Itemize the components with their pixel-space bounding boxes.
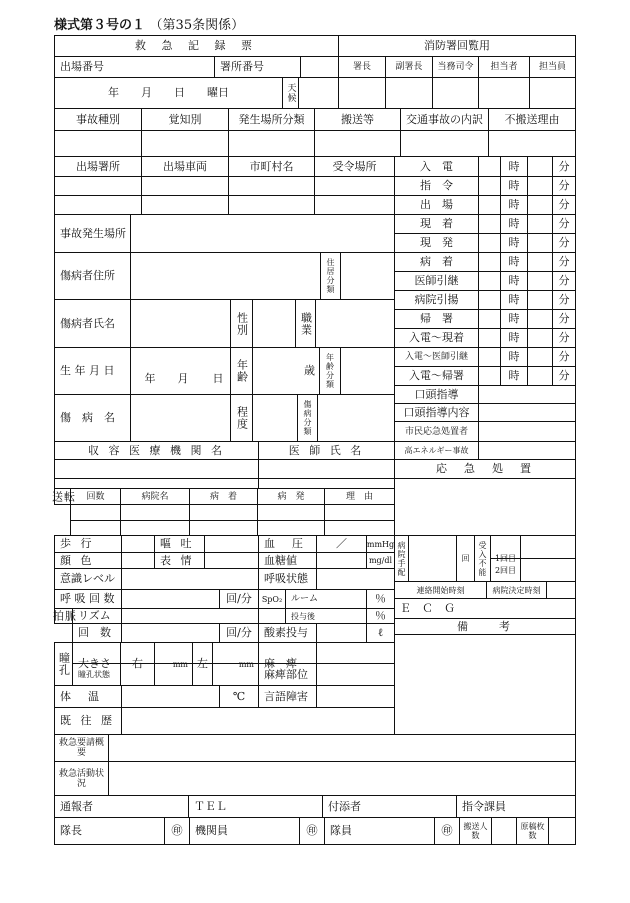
form-label: 歳 [252,347,320,395]
form-field[interactable] [141,130,229,157]
form-field[interactable] [316,685,395,708]
form-label: 付添者 [322,795,457,818]
form-field[interactable] [478,271,501,291]
form-label: 事故種別 [54,108,142,131]
form-label: 理 由 [324,488,395,505]
form-label: 程度 [230,394,253,442]
form-label: 嘔 吐 [154,535,205,553]
form-label: 高エネルギー事故 [394,441,479,460]
form-label: 生 年 月 日 [54,347,131,395]
form-label: 搬送等 [314,108,401,131]
form-field[interactable] [130,299,231,348]
form-label: 隊長 [54,817,165,845]
form-field[interactable] [529,77,576,109]
form-field[interactable] [338,77,386,109]
date-unit-label: 月 [177,372,189,385]
form-field[interactable] [228,176,315,196]
form-label: 市町村名 [228,156,315,177]
form-field[interactable] [130,394,231,442]
form-field[interactable] [189,504,258,521]
form-label: 連絡開始時刻 [394,581,487,599]
form-label: 病院引揚 [394,290,479,310]
form-field[interactable] [546,581,576,599]
form-field[interactable] [121,568,259,590]
form-label: 時 [500,309,528,329]
form-label: 入電～現着 [394,328,479,348]
form-field[interactable] [520,558,576,582]
form-label: 分 [552,195,576,215]
form-label: 入 電 [394,156,479,177]
form-label: 血糖値 [258,552,317,569]
form-label: 副署長 [385,56,433,78]
form-field[interactable] [130,347,231,395]
form-label: 備 考 [394,618,576,635]
form-label: 出場車両 [141,156,229,177]
form-label: 右 [120,642,155,686]
form-field[interactable] [527,309,553,329]
form-label: 瞳孔 [54,642,73,686]
form-label: ℓ [366,623,395,643]
form-label: 病院手配 [394,535,409,582]
form-field[interactable] [432,77,479,109]
form-field[interactable] [108,734,576,762]
form-field[interactable] [478,366,501,386]
form-label: 時 [500,176,528,196]
form-label: 分 [552,366,576,386]
form-label: 口頭指導内容 [394,403,479,422]
form-field[interactable] [340,252,395,300]
form-field[interactable] [121,552,155,569]
form-field[interactable] [527,176,553,196]
form-label: 分 [552,252,576,272]
form-field[interactable] [316,663,395,686]
form-label: 分 [552,233,576,253]
form-label: ＴＥＬ [188,795,323,818]
form-field[interactable] [228,130,315,157]
form-field[interactable] [527,252,553,272]
form-field[interactable] [527,233,553,253]
form-label: Ｅ Ｃ Ｇ [394,598,576,619]
form-label: 分 [552,290,576,310]
form-label: 口頭指導 [394,385,479,404]
form-label: mmHg [366,535,395,553]
form-label: ／ [316,535,367,553]
form-label: 入電～医師引継 [394,347,479,367]
form-field[interactable] [314,130,401,157]
form-label: 分 [552,176,576,196]
form-label: 顔 色 [54,552,122,569]
form-label: 病 着 [394,252,479,272]
form-label: ㊞ [299,817,325,845]
form-field[interactable] [527,271,553,291]
form-field[interactable] [385,77,433,109]
form-label: 体 温 [54,685,122,708]
form-field[interactable] [317,394,395,442]
form-label: 出 場 [394,195,479,215]
form-label: ㊞ [164,817,190,845]
form-label: ℃ [219,685,259,708]
form-label: 回/分 [219,623,259,643]
form-field[interactable] [121,707,395,735]
form-label: 分 [552,347,576,367]
form-label: 表 情 [154,552,205,569]
date-unit-label: 日 [212,372,224,385]
form-label: 応 急 処 置 [394,459,576,479]
form-label: 署長 [338,56,386,78]
form-field[interactable] [394,634,576,735]
form-label: 通報者 [54,795,189,818]
form-field[interactable] [298,77,339,109]
form-field[interactable] [316,623,367,643]
form-label: 受入不能 [474,535,491,582]
form-field[interactable] [527,366,553,386]
form-field[interactable] [527,328,553,348]
form-label: 救 急 記 録 票 [54,35,339,57]
form-field[interactable] [324,504,395,521]
form-field[interactable] [316,552,367,569]
form-label: 受令場所 [314,156,395,177]
form-field[interactable] [324,520,395,536]
form-field[interactable] [228,195,315,215]
form-label: 現 発 [394,233,479,253]
form-field[interactable] [478,252,501,272]
form-field[interactable] [141,176,229,196]
form-label: 酸素投与 [258,623,317,643]
form-field[interactable] [478,156,501,177]
form-field[interactable] [120,663,259,686]
form-field[interactable] [394,478,576,536]
form-field[interactable] [478,176,501,196]
form-label: 回/分 [219,589,259,609]
form-label: 市民応急処置者 [394,421,479,442]
form-label: 不搬送理由 [488,108,576,131]
form-label: 入電～帰署 [394,366,479,386]
form-field[interactable] [120,504,190,521]
form-field[interactable] [315,299,395,348]
form-label: 瞳孔状態 [72,663,121,686]
form-label: 現 着 [394,214,479,234]
form-field[interactable] [257,520,325,536]
form-field[interactable] [478,214,501,234]
form-label: 病 着 [189,488,258,505]
form-label: 救急要請概要 [54,734,109,762]
form-label: 大きさ [72,642,121,686]
form-label: 脈拍 [51,610,77,622]
form-field[interactable] [300,56,339,78]
form-label: 時 [500,271,528,291]
form-title-sub: （第35条関係） [149,18,245,33]
form-label: 病院名 [120,488,190,505]
form-label: 担当員 [529,56,576,78]
form-label: 分 [552,271,576,291]
form-field[interactable] [400,130,489,157]
form-label: 1回目 [490,535,521,582]
form-label: 職業 [295,299,316,348]
form-label: 麻 痺 [258,642,317,686]
form-label: 回 [456,535,475,582]
form-label: 時 [500,290,528,310]
form-label: 2回目 [490,558,521,582]
form-label: 呼 吸 回 数 [54,589,122,609]
form-label: 分 [552,328,576,348]
form-field[interactable] [70,520,121,536]
form-field[interactable] [491,817,517,845]
form-label: ルーム [285,589,367,609]
form-field[interactable] [258,459,395,479]
form-label: 傷 病 名 [54,394,131,442]
form-label: 指 令 [394,176,479,196]
form-label: ％ [366,589,395,609]
form-label: 左 [192,642,213,686]
form-field[interactable] [488,130,576,157]
form-field[interactable] [527,214,553,234]
form-field[interactable] [121,623,220,643]
form-label: 時 [500,328,528,348]
form-field[interactable] [478,403,576,422]
form-label: 年 月 日 曜日 [54,77,283,109]
form-label: mg/dl [366,552,395,569]
form-label: ㊞ [434,817,460,845]
form-label: 病 発 [257,488,325,505]
form-label: SpO₂ [258,589,286,609]
form-label: 出場署所 [54,156,142,177]
form-field[interactable] [189,520,258,536]
form-label: 署所番号 [214,56,301,78]
form-label: 回数 [70,488,121,505]
form-label: 天候 [282,77,299,109]
form-label: 時 [500,347,528,367]
form-label: 分 [552,214,576,234]
form-label: 分 [552,309,576,329]
form-label: 分 [552,156,576,177]
form-field[interactable] [527,156,553,177]
form-field[interactable] [478,441,576,460]
form-field[interactable] [314,195,395,215]
form-field[interactable] [54,195,142,215]
form-field[interactable] [478,309,501,329]
form-field[interactable] [408,535,457,582]
form-label: mm [154,642,193,686]
form-field[interactable] [141,195,229,215]
form-field[interactable] [121,589,220,609]
form-label: 転送 [54,488,71,505]
form-label: 意識レベル [54,568,122,590]
date-unit-label: 年 [144,372,156,385]
form-label: 時 [500,156,528,177]
form-field[interactable] [314,176,395,196]
form-label: 年齢分類 [319,347,341,395]
form-label: 指令課員 [456,795,576,818]
form-field[interactable] [54,130,142,157]
form-field[interactable] [120,520,190,536]
form-label: 傷病者氏名 [54,299,131,348]
form-title-main: 様式第３号の１ [54,18,146,33]
form-label: 交通事故の内訳 [400,108,489,131]
form-field[interactable] [340,347,395,395]
form-label: 事故発生場所 [54,214,131,253]
form-field[interactable] [527,347,553,367]
form-field[interactable] [478,328,501,348]
form-field[interactable] [548,817,576,845]
form-field[interactable] [54,176,142,196]
form-field[interactable] [478,195,501,215]
form-field[interactable] [478,290,501,310]
form-label: 当務司令 [432,56,479,78]
form-label: 病院決定時刻 [486,581,547,599]
form-label: 収 容 医 療 機 関 名 [54,441,259,460]
form-label: 機関員 [189,817,300,845]
form-label: mm [212,642,259,686]
form-field[interactable] [108,761,576,796]
form-field[interactable] [54,459,259,479]
form-field[interactable] [121,608,259,624]
form-label: 傷病者住所 [54,252,131,300]
form-label: 医 師 氏 名 [258,441,395,460]
form-label: 原稿枚数 [516,817,549,845]
form-label: 出場番号 [54,56,215,78]
form-field[interactable] [121,535,155,553]
form-label: 発生場所分類 [228,108,315,131]
form-field[interactable] [478,233,501,253]
form-field[interactable] [478,347,501,367]
form-field[interactable] [478,421,576,442]
form-label: 時 [500,195,528,215]
form-field[interactable] [70,504,121,521]
form-field[interactable] [130,214,395,253]
form-field[interactable] [527,195,553,215]
form-label: 時 [500,214,528,234]
form-label: 既 往 歴 [54,707,122,735]
form-label: 回 数 [72,623,122,643]
form-label: 傷病分類 [297,394,318,442]
form-label: 歩 行 [54,535,122,553]
form-field[interactable] [204,535,259,553]
form-field[interactable] [478,385,576,404]
form-label: 呼吸状態 [258,568,317,590]
form-label: 帰 署 [394,309,479,329]
form-label: 消防署回覧用 [338,35,576,57]
form-label: 性別 [230,299,253,348]
form-field[interactable] [204,552,259,569]
form-label: 搬送人数 [459,817,492,845]
form-label: 担当者 [478,56,530,78]
form-label: 救急活動状況 [54,761,109,796]
form-label: 時 [500,252,528,272]
form-label: 覚知別 [141,108,229,131]
form-field[interactable] [316,568,395,590]
form-label: 言語障害 [258,685,317,708]
form-field[interactable] [130,252,321,300]
form-label: 隊員 [324,817,435,845]
form-label: 麻痺部位 [258,663,317,686]
form-label: 時 [500,233,528,253]
form-label: ％ [366,608,395,624]
form-label: 年齢 [230,347,253,395]
form-label: リズム [72,608,122,624]
form-label: 投与後 [285,608,367,624]
form-field[interactable] [257,504,325,521]
form-label: 時 [500,366,528,386]
form-label: 医師引継 [394,271,479,291]
form-field[interactable] [252,299,296,348]
form-field[interactable] [527,290,553,310]
form-field[interactable] [478,77,530,109]
form-field[interactable] [252,394,298,442]
form-label: 血 圧 [258,535,317,553]
form-field[interactable] [121,685,220,708]
form-label: 住居分類 [320,252,341,300]
